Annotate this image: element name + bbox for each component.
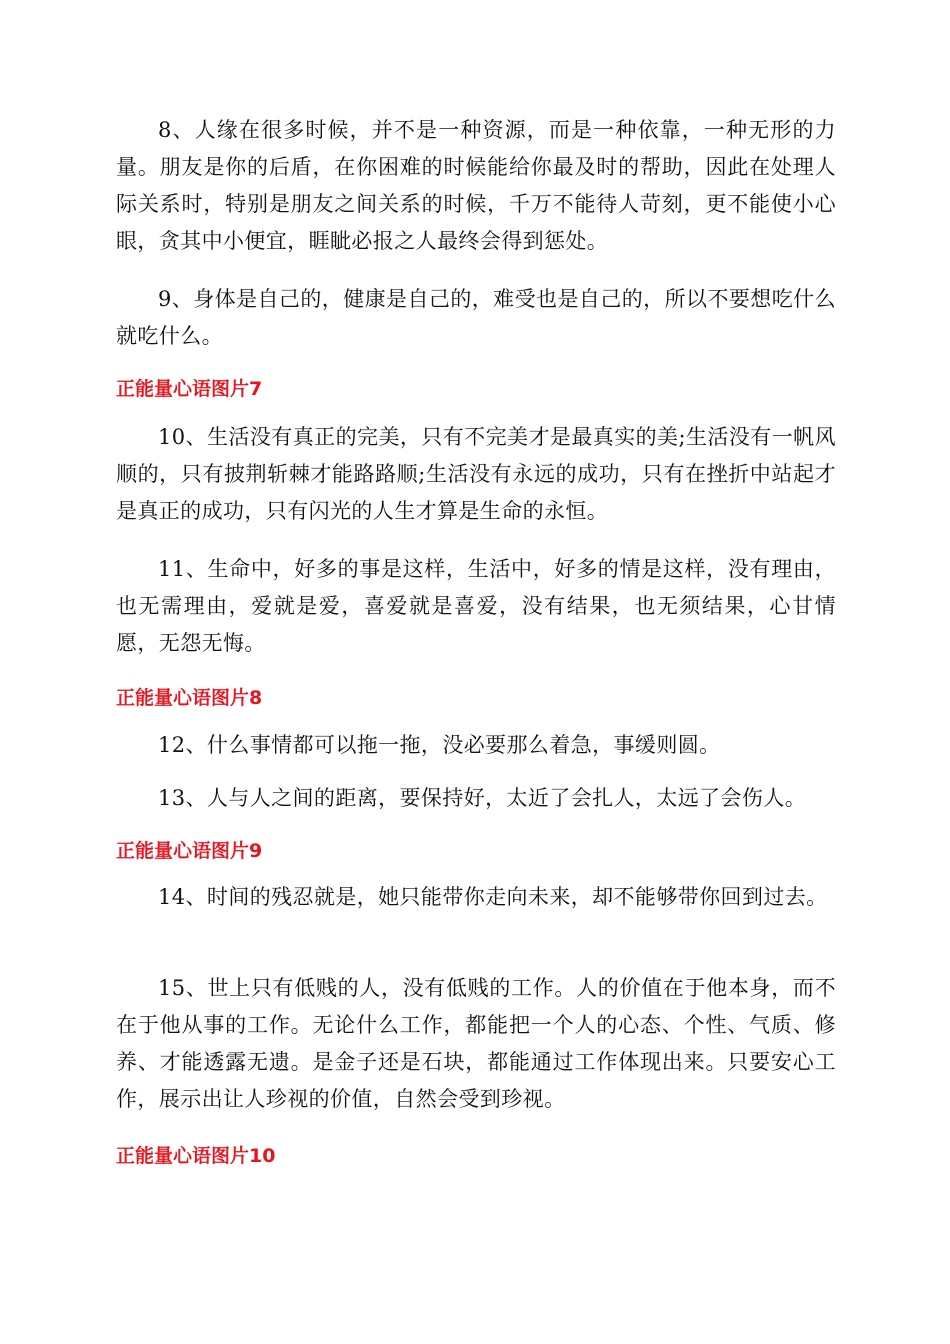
paragraph-12: 12、什么事情都可以拖一拖，没必要那么着急，事缓则圆。	[158, 733, 721, 757]
section-heading-10: 正能量心语图片10	[116, 1145, 276, 1167]
paragraph-14: 14、时间的残忍就是，她只能带你走向未来，却不能够带你回到过去。	[158, 885, 828, 909]
paragraph-10: 10、生活没有真正的完美，只有不完美才是最真实的美;生活没有一帆风顺的，只有披荆斩棘才能路路顺;生活没有永远的成功，只有在挫折中站起才是真正的成功，只有闪光的人生才算是生命的永恒。	[116, 425, 836, 523]
paragraph-11: 11、生命中，好多的事是这样，生活中，好多的情是这样，没有理由，也无需理由，爱就是爱，喜爱就是喜爱，没有结果，也无须结果，心甘情愿，无怨无悔。	[116, 557, 836, 655]
paragraph-13: 13、人与人之间的距离，要保持好，太近了会扎人，太远了会伤人。	[158, 786, 807, 810]
paragraph-9: 9、身体是自己的，健康是自己的，难受也是自己的，所以不要想吃什么就吃什么。	[116, 287, 836, 348]
section-heading-7: 正能量心语图片7	[116, 378, 263, 400]
section-heading-8: 正能量心语图片8	[116, 687, 263, 709]
paragraph-15: 15、世上只有低贱的人，没有低贱的工作。人的价值在于他本身，而不在于他从事的工作。无论什么工作，都能把一个人的心态、个性、气质、修养、才能透露无遗。是金子还是石块，都能通过工作体现出来。只要安心工作，展示出让人珍视的价值，自然会受到珍视。	[116, 976, 836, 1111]
paragraph-8: 8、人缘在很多时候，并不是一种资源，而是一种依靠，一种无形的力量。朋友是你的后盾，在你困难的时候能给你最及时的帮助，因此在处理人际关系时，特别是朋友之间关系的时候，千万不能待人苛刻，更不能使小心眼，贪其中小便宜，睚眦必报之人最终会得到惩处。	[116, 118, 836, 253]
section-heading-9: 正能量心语图片9	[116, 840, 263, 862]
